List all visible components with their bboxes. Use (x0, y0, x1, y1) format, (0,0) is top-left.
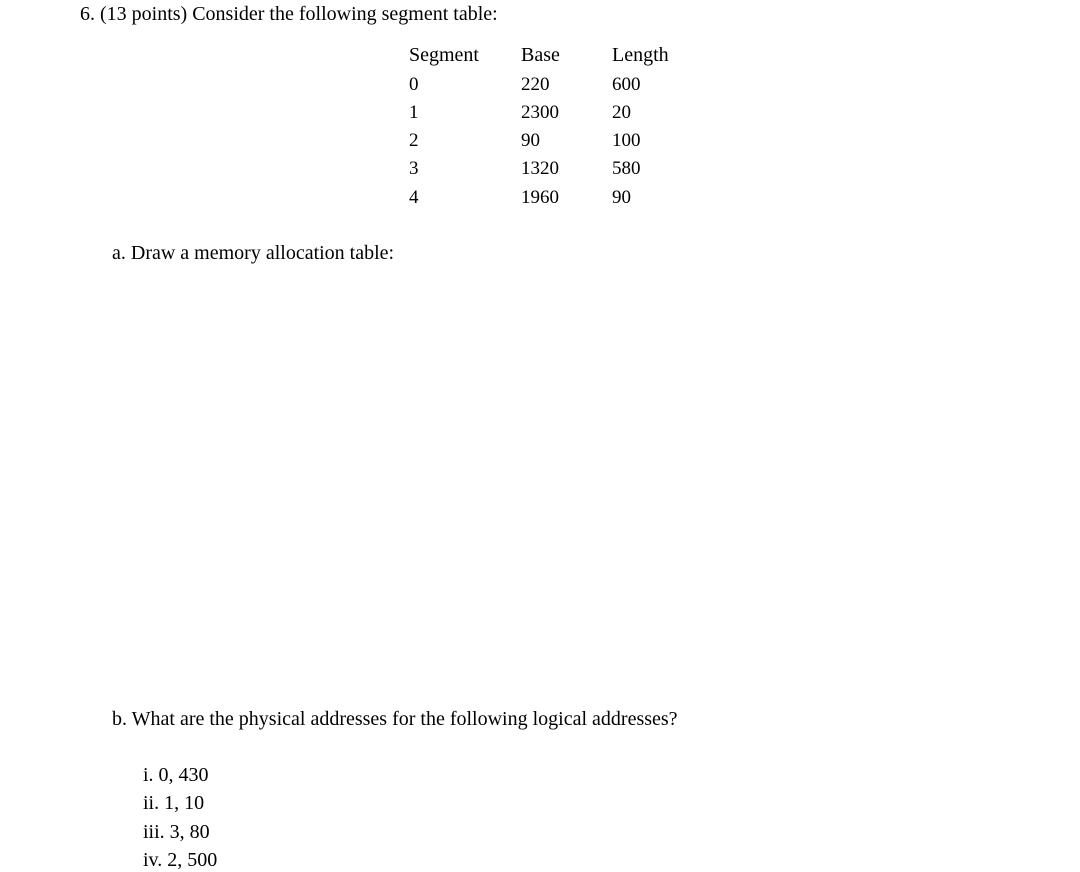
logical-address-item: i. 0, 430 (143, 764, 209, 786)
logical-address-item: iv. 2, 500 (143, 849, 218, 871)
part-b-prompt: b. What are the physical addresses for the following logical addresses? (112, 708, 678, 730)
part-a-prompt: a. Draw a memory allocation table: (112, 242, 395, 264)
header-segment: Segment (409, 44, 479, 66)
cell-length: 600 (612, 74, 641, 95)
cell-length: 90 (612, 187, 631, 208)
cell-base: 1320 (521, 158, 559, 179)
cell-segment: 4 (409, 187, 419, 208)
cell-segment: 3 (409, 158, 419, 179)
cell-segment: 1 (409, 102, 419, 123)
cell-base: 90 (521, 130, 540, 151)
cell-base: 2300 (521, 102, 559, 123)
cell-length: 100 (612, 130, 641, 151)
cell-segment: 2 (409, 130, 419, 151)
question-title: 6. (13 points) Consider the following segment table: (80, 3, 498, 25)
logical-address-item: ii. 1, 10 (143, 792, 205, 814)
cell-length: 20 (612, 102, 631, 123)
header-base: Base (521, 44, 560, 66)
header-length: Length (612, 44, 669, 66)
cell-base: 1960 (521, 187, 559, 208)
cell-length: 580 (612, 158, 641, 179)
logical-address-item: iii. 3, 80 (143, 821, 210, 843)
cell-segment: 0 (409, 74, 419, 95)
cell-base: 220 (521, 74, 550, 95)
